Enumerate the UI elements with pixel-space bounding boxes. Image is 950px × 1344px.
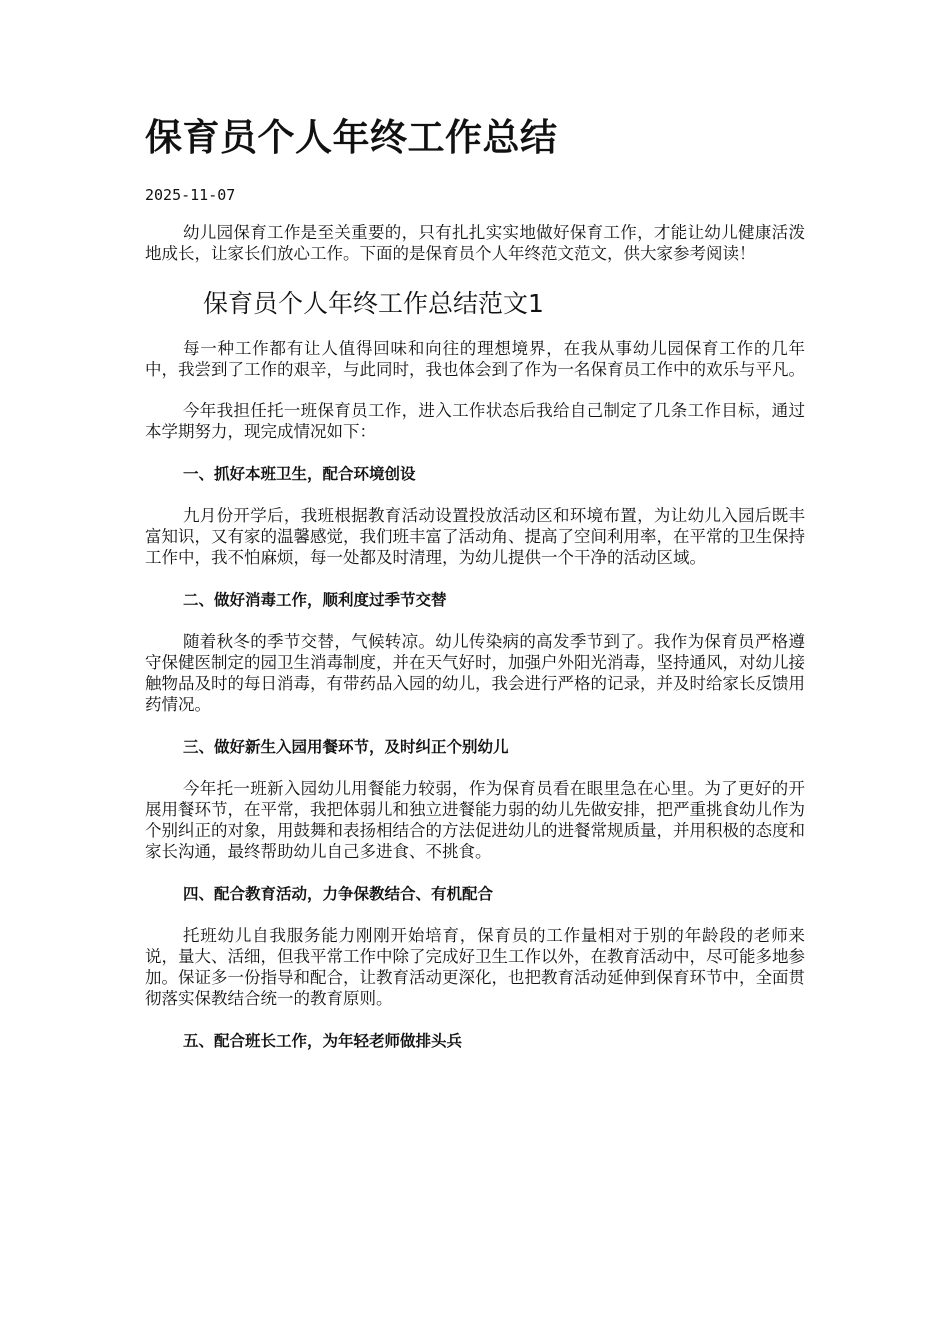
heading-1: 一、抓好本班卫生，配合环境创设 (183, 465, 416, 484)
paragraph-goals: 今年我担任托一班保育员工作，进入工作状态后我给自己制定了几条工作目标，通过本学期努力，现完成情况如下： (145, 401, 805, 442)
section-title: 保育员个人年终工作总结范文1 (203, 289, 544, 319)
document-title: 保育员个人年终工作总结 (145, 116, 558, 159)
paragraph-section-4: 托班幼儿自我服务能力刚刚开始培育，保育员的工作量相对于别的年龄段的老师来说，量大、活细，但我平常工作中除了完成好卫生工作以外，在教育活动中，尽可能多地参加。保证多一份指导和配合，让教育活动更深化，也把教育活动延伸到保育环节中，全面贯彻落实保教结合统一的教育原则。 (145, 926, 805, 1009)
intro-paragraph: 幼儿园保育工作是至关重要的，只有扎扎实实地做好保育工作，才能让幼儿健康活泼地成长，让家长们放心工作。下面的是保育员个人年终范文范文，供大家参考阅读！ (145, 223, 805, 264)
paragraph-section-1: 九月份开学后，我班根据教育活动设置投放活动区和环境布置，为让幼儿入园后既丰富知识，又有家的温馨感觉，我们班丰富了活动角、提高了空间利用率，在平常的卫生保持工作中，我不怕麻烦，每一处都及时清理，为幼儿提供一个干净的活动区域。 (145, 506, 805, 568)
heading-4: 四、配合教育活动，力争保教结合、有机配合 (183, 885, 494, 904)
paragraph-section-3: 今年托一班新入园幼儿用餐能力较弱，作为保育员看在眼里急在心里。为了更好的开展用餐环节，在平常，我把体弱儿和独立进餐能力弱的幼儿先做安排，把严重挑食幼儿作为个别纠正的对象，用鼓舞和表扬相结合的方法促进幼儿的进餐常规质量，并用积极的态度和家长沟通，最终帮助幼儿自己多进食、不挑食。 (145, 779, 805, 862)
publish-date: 2025-11-07 (145, 186, 236, 205)
paragraph-opening: 每一种工作都有让人值得回味和向往的理想境界，在我从事幼儿园保育工作的几年中，我尝到了工作的艰辛，与此同时，我也体会到了作为一名保育员工作中的欢乐与平凡。 (145, 339, 805, 380)
heading-3: 三、做好新生入园用餐环节，及时纠正个别幼儿 (183, 738, 509, 757)
heading-2: 二、做好消毒工作，顺利度过季节交替 (183, 591, 447, 610)
paragraph-section-2: 随着秋冬的季节交替，气候转凉。幼儿传染病的高发季节到了。我作为保育员严格遵守保健医制定的园卫生消毒制度，并在天气好时，加强户外阳光消毒，坚持通风，对幼儿接触物品及时的每日消毒，有带药品入园的幼儿，我会进行严格的记录，并及时给家长反馈用药情况。 (145, 632, 805, 715)
document-page (145, 112, 805, 1052)
heading-5: 五、配合班长工作，为年轻老师做排头兵 (183, 1032, 463, 1051)
